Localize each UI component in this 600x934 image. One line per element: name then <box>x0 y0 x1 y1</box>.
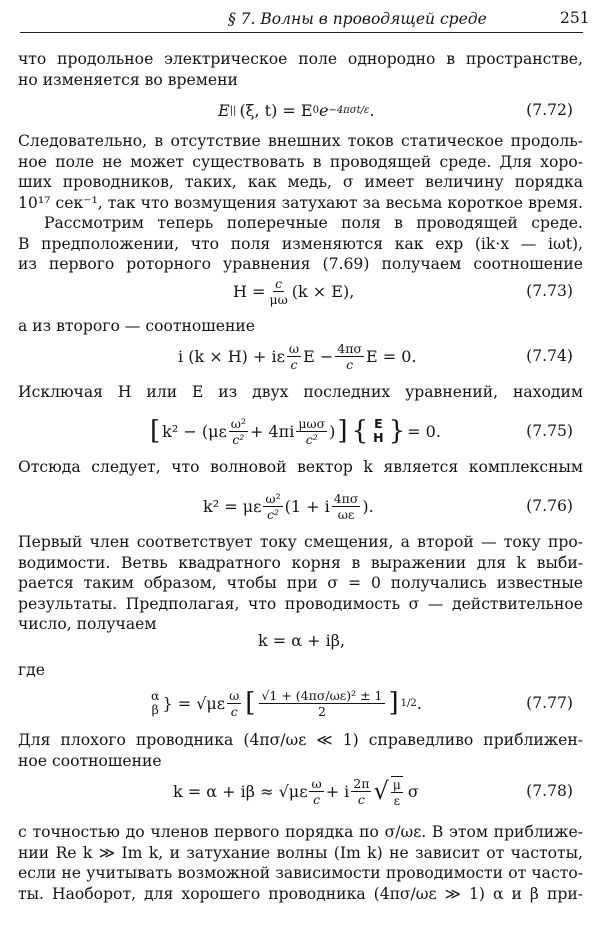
equation-number: (7.78) <box>526 782 573 800</box>
text-line: что продольное электрическое поле однородно в пространстве, <box>18 50 583 68</box>
text-line: с точностью до членов первого порядка по σ/ωε. В этом приближе- <box>18 823 583 841</box>
text-line: Исключая H или E из двух последних уравнений, находим <box>18 383 583 401</box>
fraction: $\frac{\text{ω²}}{\text{c²}}$ <box>265 490 281 522</box>
eq-exponent: 1/2 <box>400 697 417 709</box>
paragraph-2 <box>18 131 583 213</box>
equation-7-74: i (k × H) + iε $\frac{\omega}{c}$ E − $\frac{4\pi\sigma}{c}$ E = 0. (7.74) <box>18 336 583 376</box>
fraction: $\frac{\omega}{c}$ <box>288 340 300 372</box>
equation-number: (7.72) <box>526 101 573 119</box>
page-number: 251 <box>560 9 590 27</box>
field-stack: E H <box>373 416 384 445</box>
paragraph-6 <box>18 457 583 478</box>
paragraph-3 <box>18 213 583 275</box>
equation-number: (7.74) <box>526 347 573 365</box>
eq-sub0: 0 <box>312 104 319 116</box>
fraction: $\frac{\text{√1 + (4πσ/ωε)² ± 1}}{2}$ <box>261 687 383 719</box>
paragraph-9 <box>18 730 583 771</box>
text-line: нии Re k ≫ Im k, и затухание волны (Im k) не зависит от частоты, <box>18 843 583 862</box>
text-line: где <box>18 661 45 679</box>
paragraph-8 <box>18 660 583 681</box>
fraction: $\frac{\mu}{\varepsilon}$ <box>392 776 401 808</box>
text-line: из первого роторного уравнения (7.69) получаем соотношение <box>18 255 583 274</box>
eq-args: (ξ, t) = E <box>239 100 313 120</box>
equation-7-75: [ k² − (με $\frac{\text{ω²}}{\text{c²}}$ + 4πi $\frac{\text{μωσ}}{\text{c²}}$ ) ] { E H } = 0. (7.75) <box>18 408 583 454</box>
eq-rhs: (k × E), <box>291 281 355 301</box>
text-line: Для плохого проводника (4πσ/ωε ≪ 1) справедливо приближен- <box>18 731 583 749</box>
equation-number: (7.77) <box>526 694 573 712</box>
text-line: ших проводников, таких, как медь, σ имеет величину порядка <box>18 173 583 192</box>
text-line: ное поле не может существовать в проводящей среде. Для хоро- <box>18 152 583 171</box>
text-line: водимости. Ветвь квадратного корня в выражении для k выби- <box>18 553 583 572</box>
equation-7-78: k = α + iβ ≈ √με $\frac{\omega}{c}$ + i $\frac{2\pi}{c}$ √ $\frac{\mu}{\varepsilon}$ σ (7.78) <box>18 768 583 814</box>
fraction: $\frac{4\pi\sigma}{\omega\varepsilon}$ <box>333 490 359 522</box>
paragraph-4 <box>18 316 583 337</box>
eq-exp-base: e <box>318 100 329 120</box>
text-line: ты. Наоборот, для хорошего проводника (4πσ/ωε ≫ 1) α и β при- <box>18 884 583 903</box>
equation-7-73 <box>18 271 583 311</box>
paragraph-5 <box>18 382 583 403</box>
header-rule <box>20 32 583 33</box>
equation-7-77: α β } = √με $\frac{\omega}{c}$ [ $\frac{\text{√1 + (4πσ/ωε)² ± 1}}{2}$ ] 1/2 . (7.77) <box>18 680 583 726</box>
running-header-title: § 7. Волны в проводящей среде <box>228 10 487 28</box>
right-bracket: ] <box>388 688 399 718</box>
right-bracket: ] <box>337 416 348 446</box>
eq-lhs: H = <box>233 281 266 301</box>
text-line: Отсюда следует, что волновой вектор k является комплексным <box>18 458 583 476</box>
text-line: если не учитывать возможной зависимости проводимости от часто- <box>18 864 583 883</box>
text-line: Рассмотрим теперь поперечные поля в проводящей среде. <box>44 214 583 232</box>
eq-tail: . <box>369 100 375 120</box>
fraction: $\frac{4\pi\sigma}{c}$ <box>337 340 362 372</box>
text-line: Первый член соответствует току смещения, а второй — току про- <box>18 533 583 551</box>
eq-sub: || <box>229 104 237 116</box>
left-bracket: [ <box>150 416 161 446</box>
fraction: $\frac{\omega}{c}$ <box>229 687 240 719</box>
text-line: ное соотношение <box>18 751 162 770</box>
eq-lhs: E <box>218 100 230 120</box>
text-line: 10¹⁷ сек⁻¹, так что возмущения затухают за весьма короткое время. <box>18 193 583 212</box>
eq-exponent: −4πσt/ε <box>328 104 370 116</box>
fraction: $\frac{\omega}{c}$ <box>311 775 322 807</box>
alpha-beta-stack: α β <box>151 688 160 717</box>
equation-7-76: k² = με $\frac{\text{ω²}}{\text{c²}}$ (1 + i $\frac{4\pi\sigma}{\omega\varepsilon}$ ). (7.76) <box>18 484 583 528</box>
sqrt-sign: √ <box>373 777 389 805</box>
fraction: $\frac{c}{\mu\omega}$ <box>269 275 288 307</box>
equation-7-72 <box>18 90 583 130</box>
paragraph-1 <box>18 49 583 90</box>
text-line: число, получаем <box>18 615 157 634</box>
equation-k: k = α + iβ, <box>258 630 346 650</box>
text-line: но изменяется во времени <box>18 70 238 89</box>
text-line: В предположении, что поля изменяются как exp (ik·x — iωt), <box>18 234 583 253</box>
fraction: $\frac{\text{ω²}}{\text{c²}}$ <box>230 415 246 447</box>
paragraph-10 <box>18 822 583 904</box>
left-brace: { <box>351 416 369 446</box>
text-line: а из второго — соотношение <box>18 317 255 335</box>
text-line: результаты. Предполагая, что проводимость σ — действительное <box>18 594 583 613</box>
right-brace: } <box>388 416 406 446</box>
text-line: Следовательно, в отсутствие внешних токов статическое продоль- <box>18 132 583 150</box>
left-bracket: [ <box>245 688 256 718</box>
text-line: рается таким образом, чтобы при σ = 0 получались известные <box>18 574 583 593</box>
equation-number: (7.76) <box>526 497 573 515</box>
fraction: $\frac{2\pi}{c}$ <box>353 775 370 807</box>
equation-number: (7.75) <box>526 422 573 440</box>
equation-number: (7.73) <box>526 282 573 300</box>
fraction: $\frac{\text{μωσ}}{\text{c²}}$ <box>298 415 326 447</box>
